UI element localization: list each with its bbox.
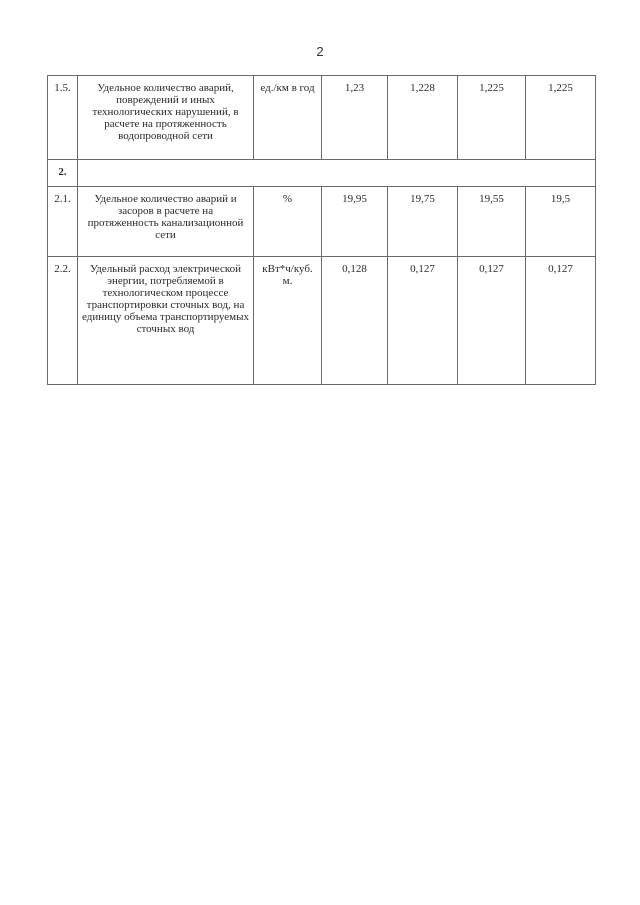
value-cell: 1,23 (322, 76, 388, 160)
value-cell: 0,127 (458, 257, 526, 385)
unit-cell: кВт*ч/куб. м. (254, 257, 322, 385)
unit-cell: % (254, 187, 322, 257)
indicator-description: Удельное количество аварий, повреждений и иных технологических нарушений, в расчете на протяженность водопроводной сети (78, 76, 254, 160)
page-number: 2 (316, 44, 324, 59)
value-cell: 0,127 (526, 257, 596, 385)
value-cell: 1,225 (526, 76, 596, 160)
indicator-description: Удельное количество аварий и засоров в расчете на протяженность канализационной сети (78, 187, 254, 257)
value-cell: 0,127 (388, 257, 458, 385)
section-row (48, 160, 596, 187)
value-cell: 19,5 (526, 187, 596, 257)
table-row (48, 76, 596, 160)
value-cell: 0,128 (322, 257, 388, 385)
value-cell: 1,225 (458, 76, 526, 160)
row-number: 2.2. (48, 257, 78, 385)
unit-cell: ед./км в год (254, 76, 322, 160)
row-number: 1.5. (48, 76, 78, 160)
section-number: 2. (48, 160, 78, 187)
value-cell: 19,75 (388, 187, 458, 257)
value-cell: 1,228 (388, 76, 458, 160)
value-cell: 19,95 (322, 187, 388, 257)
indicators-table (47, 75, 596, 385)
section-cell (78, 160, 596, 187)
table-row (48, 257, 596, 385)
indicator-description: Удельный расход электрической энергии, потребляемой в технологическом процессе транспортировки сточных вод, на единицу объема транспортируемых сточных вод (78, 257, 254, 385)
value-cell: 19,55 (458, 187, 526, 257)
row-number: 2.1. (48, 187, 78, 257)
table-row (48, 187, 596, 257)
